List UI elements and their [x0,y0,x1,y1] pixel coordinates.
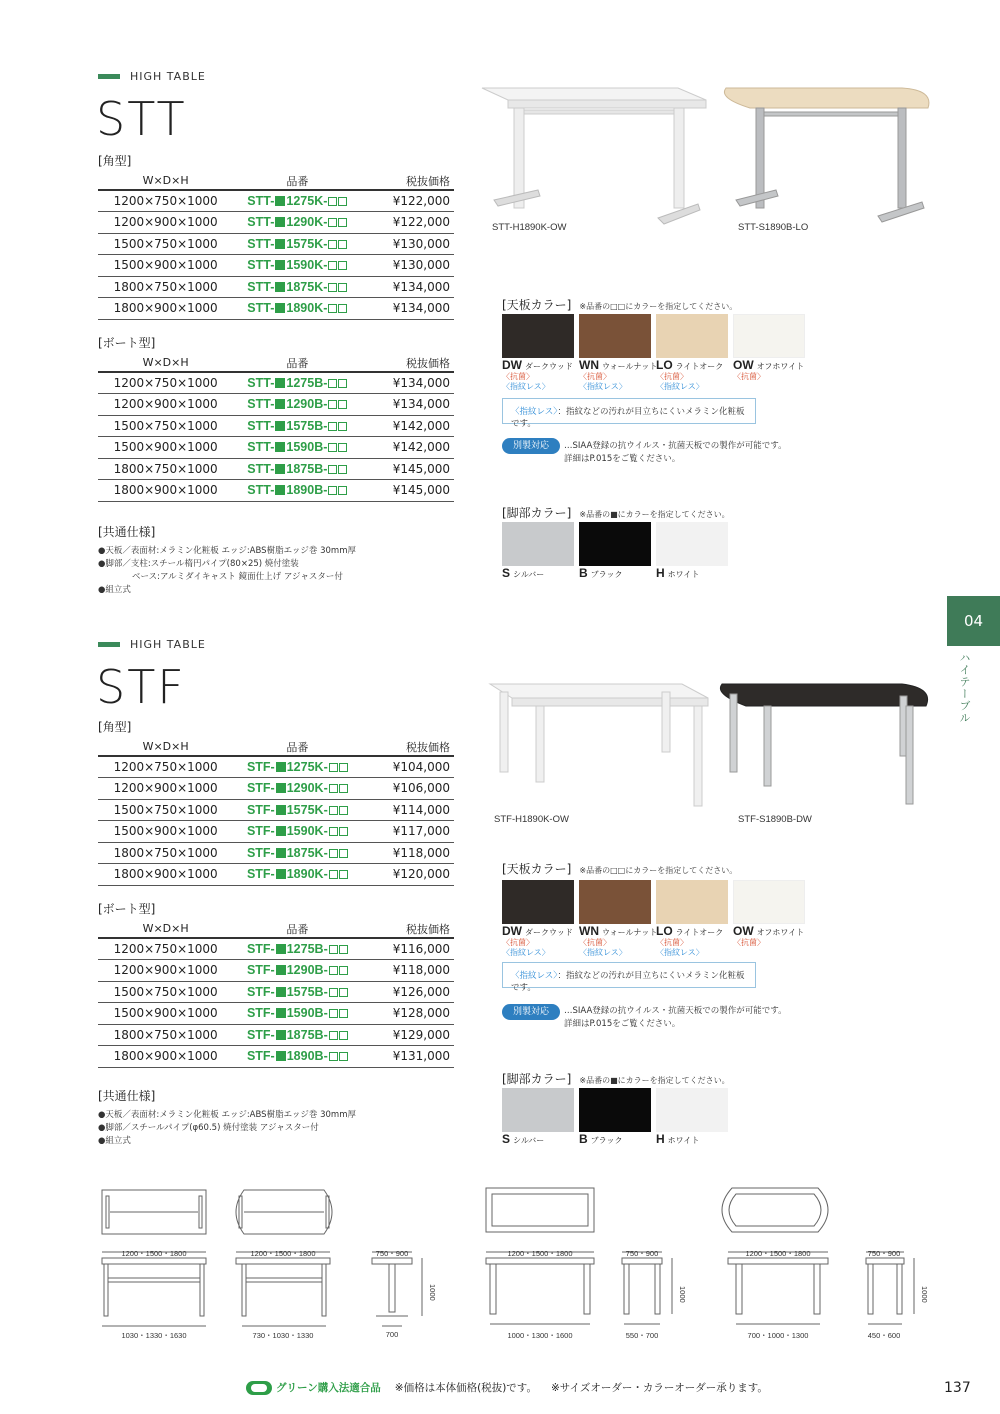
top-color-slot-icon [329,827,338,836]
top-color-slot-icon [328,422,337,431]
dim-inner: 1030・1330・1630 [121,1331,187,1340]
fingerprint-info: 〈指紋レス〉：指紋などの汚れが目立ちにくいメラミン化粧板です。 [502,398,756,424]
common-spec-line: ●組立式 [98,585,131,595]
top-color-slot-icon [329,988,338,997]
leg-color-title: [脚部カラー] ※品番の■にカラーを指定してください。 [502,506,730,520]
top-color-slot-icon [339,1031,348,1040]
color-swatch [502,1088,574,1132]
price-cell: ¥126,000 [361,981,454,1003]
price-cell: ¥122,000 [361,190,454,212]
top-color-slot-icon [328,304,337,313]
product-photo-stt-s [722,80,942,230]
leg-color-slot-icon [276,944,286,954]
table-row [98,864,454,886]
col-price: 税抜価格 [361,172,454,190]
code-cell: STT- 1290K- [233,212,361,234]
price-cell: ¥106,000 [361,778,454,800]
color-swatch [502,314,574,358]
leg-color-slot-icon [275,485,285,495]
color-swatch [579,1088,651,1132]
custom-badge: 別製対応 [502,438,560,454]
size-cell: 1200×900×1000 [98,394,233,416]
table-row [98,842,454,864]
leg-color-slot-icon [275,421,285,431]
top-color-slot-icon [328,465,337,474]
boat-title-stf: [ボート型] [98,902,156,916]
price-cell: ¥116,000 [361,938,454,960]
color-swatch [502,880,574,924]
price-cell: ¥134,000 [361,276,454,298]
code-cell: STT- 1590K- [233,255,361,277]
price-cell: ¥117,000 [361,821,454,843]
top-color-slot-icon [329,763,338,772]
col-price: 税抜価格 [361,920,454,938]
code-cell: STF- 1890B- [233,1046,361,1068]
leg-color-slot-icon [276,826,286,836]
dim-inner: 1000・1300・1600 [507,1331,573,1340]
top-color-slot-icon [339,827,348,836]
price-note: ※価格は本体価格(税抜)です。 [394,1382,537,1394]
code-cell: STF- 1875B- [233,1024,361,1046]
code-cell: STF- 1275B- [233,938,361,960]
color-swatch [733,314,805,358]
common-spec-line: ベース:アルミダイキャスト 鏡面仕上げ アジャスター付 [98,572,343,582]
category-label-stf: HIGH TABLE [98,638,206,651]
size-cell: 1800×750×1000 [98,458,233,480]
col-code: 品番 [233,354,361,372]
dim-height: 1000 [920,1286,929,1303]
top-color-slot-icon [339,806,348,815]
col-code: 品番 [233,172,361,190]
color-swatch [656,1088,728,1132]
price-cell: ¥130,000 [361,255,454,277]
dim-inner: 700・1000・1300 [747,1331,809,1340]
table-row [98,415,454,437]
top-color-slot-icon [338,240,347,249]
color-swatch [579,880,651,924]
color-name: Hホワイト [656,1132,700,1146]
color-name: LO ライトオーク 〈抗菌〉 〈指紋レス〉 [656,358,724,391]
table-row [98,799,454,821]
table-row [98,1003,454,1025]
spec-table-stf-square [98,738,454,886]
top-color-slot-icon [328,261,337,270]
price-cell: ¥142,000 [361,415,454,437]
page-number: 137 [944,1380,971,1396]
code-cell: STF- 1890K- [233,864,361,886]
color-swatch [502,522,574,566]
top-color-title: [天板カラー] ※品番の□□にカラーを指定してください。 [502,298,738,312]
product-photo-stf-h [486,676,716,816]
size-cell: 1500×750×1000 [98,981,233,1003]
table-row [98,212,454,234]
code-cell: STT- 1875B- [233,458,361,480]
top-color-slot-icon [328,379,337,388]
size-cell: 1200×750×1000 [98,756,233,778]
table-row [98,981,454,1003]
top-color-slot-icon [338,304,347,313]
col-size: W×D×H [98,172,233,190]
color-name: Hホワイト [656,566,700,580]
col-code: 品番 [233,738,361,756]
dim-depth: 750・900 [625,1249,659,1258]
common-spec-title: [共通仕様] [98,1089,156,1103]
dim-width: 1200・1500・1800 [745,1249,811,1258]
leg-color-slot-icon [276,965,286,975]
dim-width: 1200・1500・1800 [250,1249,316,1258]
top-color-slot-icon [329,1031,338,1040]
col-price: 税抜価格 [361,354,454,372]
leg-color-slot-icon [275,464,285,474]
price-cell: ¥134,000 [361,394,454,416]
top-color-slot-icon [328,486,337,495]
leg-color-slot-icon [275,378,285,388]
size-cell: 1800×900×1000 [98,298,233,320]
top-color-slot-icon [328,283,337,292]
top-color-slot-icon [328,218,337,227]
color-swatch [656,522,728,566]
price-cell: ¥118,000 [361,960,454,982]
table-row [98,1046,454,1068]
top-color-slot-icon [338,197,347,206]
table-row [98,480,454,502]
table-row [98,821,454,843]
size-cell: 1800×750×1000 [98,842,233,864]
top-color-slot-icon [329,806,338,815]
size-cell: 1200×750×1000 [98,190,233,212]
price-cell: ¥120,000 [361,864,454,886]
size-cell: 1200×750×1000 [98,938,233,960]
boat-title-stt: [ボート型] [98,336,156,350]
top-color-slot-icon [328,443,337,452]
size-cell: 1500×750×1000 [98,415,233,437]
dim-inner: 450・600 [867,1331,901,1340]
size-cell: 1200×750×1000 [98,372,233,394]
product-photo-stf-s [716,676,946,816]
table-row [98,276,454,298]
price-cell: ¥118,000 [361,842,454,864]
price-cell: ¥145,000 [361,480,454,502]
size-cell: 1500×900×1000 [98,437,233,459]
leg-color-slot-icon [276,762,286,772]
code-cell: STF- 1290B- [233,960,361,982]
custom-badge: 別製対応 [502,1004,560,1020]
leg-color-slot-icon [276,848,286,858]
price-cell: ¥131,000 [361,1046,454,1068]
section-tab: 04 [947,596,1000,646]
leg-color-slot-icon [275,260,285,270]
leg-color-slot-icon [275,239,285,249]
table-row [98,190,454,212]
leg-color-slot-icon [276,805,286,815]
code-cell: STT- 1875K- [233,276,361,298]
price-cell: ¥130,000 [361,233,454,255]
leg-color-slot-icon [275,303,285,313]
size-cell: 1500×750×1000 [98,799,233,821]
size-cell: 1500×900×1000 [98,821,233,843]
table-row [98,372,454,394]
top-color-slot-icon [339,1009,348,1018]
size-cell: 1500×750×1000 [98,233,233,255]
leg-color-slot-icon [276,869,286,879]
leg-color-slot-icon [275,217,285,227]
color-swatch [656,880,728,924]
table-row [98,233,454,255]
color-name: Sシルバー [502,1132,545,1146]
photo-caption: STF-H1890K-OW [494,814,569,825]
price-cell: ¥122,000 [361,212,454,234]
common-spec-line: ●脚部／スチールパイプ(φ60.5) 焼付塗装 アジャスター付 [98,1123,319,1133]
dim-inner: 550・700 [625,1331,659,1340]
table-row [98,394,454,416]
top-color-slot-icon [329,1052,338,1061]
top-color-slot-icon [339,988,348,997]
price-cell: ¥128,000 [361,1003,454,1025]
code-cell: STF- 1590B- [233,1003,361,1025]
dim-inner: 730・1030・1330 [252,1331,314,1340]
top-color-slot-icon [339,849,348,858]
common-spec-line: ●組立式 [98,1136,131,1146]
price-cell: ¥129,000 [361,1024,454,1046]
spec-table-stt-square [98,172,454,320]
code-cell: STT- 1575K- [233,233,361,255]
dim-height: 1000 [678,1286,687,1303]
leg-color-slot-icon [276,1051,286,1061]
top-color-slot-icon [338,465,347,474]
size-cell: 1200×900×1000 [98,778,233,800]
code-cell: STT- 1275K- [233,190,361,212]
code-cell: STF- 1575B- [233,981,361,1003]
price-cell: ¥104,000 [361,756,454,778]
color-name: OW オフホワイト 〈抗菌〉 [733,924,805,947]
color-name: OW オフホワイト 〈抗菌〉 [733,358,805,381]
top-color-slot-icon [338,400,347,409]
leg-color-slot-icon [276,1008,286,1018]
table-row [98,938,454,960]
top-color-slot-icon [328,240,337,249]
spec-table-stt-boat [98,354,454,502]
table-row [98,778,454,800]
common-spec-line: ●天板／表面材:メラミン化粧板 エッジ:ABS樹脂エッジ巻 30mm厚 [98,1110,356,1120]
top-color-slot-icon [328,400,337,409]
green-purchase-label: グリーン購入法適合品 [276,1382,381,1394]
top-color-slot-icon [339,870,348,879]
color-swatch [733,880,805,924]
custom-note: …SIAA登録の抗ウイルス・抗菌天板での製作が可能です。 詳細はP.015をご覧ください。 [564,1006,787,1029]
common-spec-line: ●天板／表面材:メラミン化粧板 エッジ:ABS樹脂エッジ巻 30mm厚 [98,546,356,556]
code-cell: STT- 1890K- [233,298,361,320]
top-color-slot-icon [328,197,337,206]
code-cell: STF- 1590K- [233,821,361,843]
dim-width: 1200・1500・1800 [121,1249,187,1258]
col-code: 品番 [233,920,361,938]
color-name: LO ライトオーク 〈抗菌〉 〈指紋レス〉 [656,924,724,957]
top-color-slot-icon [338,218,347,227]
code-cell: STF- 1275K- [233,756,361,778]
table-row [98,458,454,480]
common-spec-stt [98,526,356,597]
code-cell: STT- 1575B- [233,415,361,437]
product-photo-stt-h [478,80,718,230]
size-cell: 1200×900×1000 [98,960,233,982]
table-row [98,756,454,778]
col-size: W×D×H [98,354,233,372]
table-row [98,255,454,277]
size-cell: 1200×900×1000 [98,212,233,234]
size-cell: 1800×750×1000 [98,276,233,298]
code-cell: STT- 1890B- [233,480,361,502]
dim-width: 1200・1500・1800 [507,1249,573,1258]
section-label: ハイテーブル [958,652,971,724]
size-cell: 1500×900×1000 [98,1003,233,1025]
top-color-slot-icon [329,945,338,954]
color-swatch [656,314,728,358]
price-cell: ¥134,000 [361,298,454,320]
common-spec-stf [98,1090,356,1148]
code-cell: STT- 1590B- [233,437,361,459]
green-purchase-icon [246,1381,272,1395]
top-color-slot-icon [338,283,347,292]
top-color-slot-icon [338,261,347,270]
col-size: W×D×H [98,920,233,938]
leg-color-slot-icon [275,399,285,409]
square-title-stf: [角型] [98,720,132,734]
col-price: 税抜価格 [361,738,454,756]
common-spec-line: ●脚部／支柱:スチール楕円パイプ(80×25) 焼付塗装 [98,559,299,569]
photo-caption: STT-S1890B-LO [738,222,809,233]
code-cell: STF- 1575K- [233,799,361,821]
top-color-slot-icon [329,870,338,879]
code-cell: STF- 1290K- [233,778,361,800]
size-cell: 1800×900×1000 [98,480,233,502]
code-cell: STT- 1290B- [233,394,361,416]
color-name: WN ウォールナット 〈抗菌〉 〈指紋レス〉 [579,924,658,957]
leg-color-slot-icon [275,282,285,292]
photo-caption: STT-H1890K-OW [492,222,567,233]
table-row [98,298,454,320]
spec-table-stf-boat [98,920,454,1068]
color-name: DW ダークウッド 〈抗菌〉 〈指紋レス〉 [502,358,573,391]
top-color-slot-icon [339,784,348,793]
series-title-stt: STT [96,92,187,146]
color-name: WN ウォールナット 〈抗菌〉 〈指紋レス〉 [579,358,658,391]
top-color-slot-icon [329,1009,338,1018]
order-note: ※サイズオーダー・カラーオーダー承ります。 [550,1382,768,1394]
leg-color-slot-icon [276,987,286,997]
price-cell: ¥145,000 [361,458,454,480]
top-color-slot-icon [338,422,347,431]
color-name: Bブラック [579,1132,623,1146]
price-cell: ¥142,000 [361,437,454,459]
top-color-slot-icon [329,966,338,975]
leg-color-slot-icon [275,196,285,206]
top-color-slot-icon [338,486,347,495]
size-cell: 1500×900×1000 [98,255,233,277]
top-color-slot-icon [338,379,347,388]
table-row [98,437,454,459]
code-cell: STF- 1875K- [233,842,361,864]
color-name: Bブラック [579,566,623,580]
dim-depth: 750・900 [867,1249,901,1258]
footer [246,1380,768,1395]
top-color-title: [天板カラー] ※品番の□□にカラーを指定してください。 [502,862,738,876]
fingerprint-info: 〈指紋レス〉：指紋などの汚れが目立ちにくいメラミン化粧板です。 [502,962,756,988]
price-cell: ¥114,000 [361,799,454,821]
dim-inner: 700 [385,1330,399,1339]
category-label-stt: HIGH TABLE [98,70,206,83]
common-spec-title: [共通仕様] [98,525,156,539]
leg-color-title: [脚部カラー] ※品番の■にカラーを指定してください。 [502,1072,730,1086]
color-name: DW ダークウッド 〈抗菌〉 〈指紋レス〉 [502,924,573,957]
series-title-stf: STF [96,660,186,714]
color-swatch [579,314,651,358]
top-color-slot-icon [339,763,348,772]
leg-color-slot-icon [275,442,285,452]
photo-caption: STF-S1890B-DW [738,814,812,825]
col-size: W×D×H [98,738,233,756]
top-color-slot-icon [338,443,347,452]
top-color-slot-icon [339,1052,348,1061]
top-color-slot-icon [339,945,348,954]
custom-note: …SIAA登録の抗ウイルス・抗菌天板での製作が可能です。 詳細はP.015をご覧ください。 [564,441,787,464]
dim-height: 1000 [428,1284,437,1301]
top-color-slot-icon [329,849,338,858]
size-cell: 1800×900×1000 [98,864,233,886]
size-cell: 1800×900×1000 [98,1046,233,1068]
color-name: Sシルバー [502,566,545,580]
dim-depth: 750・900 [375,1249,409,1258]
top-color-slot-icon [329,784,338,793]
table-row [98,1024,454,1046]
dimension-drawings [96,1186,946,1346]
top-color-slot-icon [339,966,348,975]
color-swatch [579,522,651,566]
square-title-stt: [角型] [98,154,132,168]
leg-color-slot-icon [276,783,286,793]
table-row [98,960,454,982]
price-cell: ¥134,000 [361,372,454,394]
code-cell: STT- 1275B- [233,372,361,394]
leg-color-slot-icon [276,1030,286,1040]
size-cell: 1800×750×1000 [98,1024,233,1046]
